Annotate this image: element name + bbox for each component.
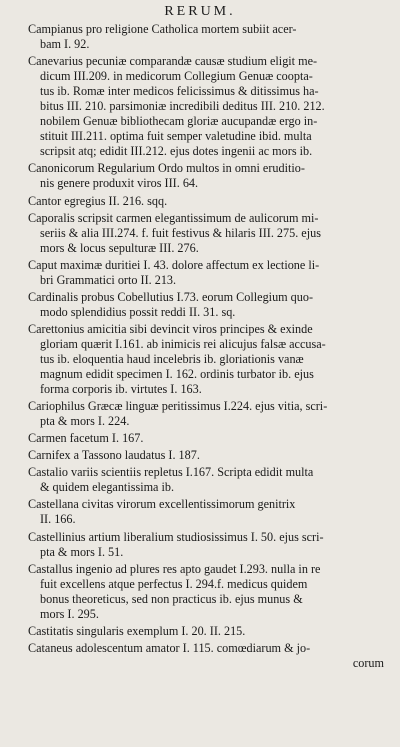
entry-continuation-line: & quidem elegantissima ib. [40, 480, 175, 495]
entry-headword-line: Cariophilus Græcæ linguæ peritissimus I.224. ejus vitia, scri- [28, 399, 328, 414]
catchword: corum [352, 655, 384, 670]
entry-continuation-line: bitus III. 210. parsimoniæ incredibili deditus III. 210. 212. [40, 99, 325, 114]
entry-continuation-line: tus ib. Romæ inter medicos felicissimus & ditissimus ha- [40, 84, 319, 99]
entry-headword-line: Carnifex a Tassono laudatus I. 187. [28, 448, 200, 463]
index-entry [28, 194, 390, 209]
entry-continuation-line: pta & mors I. 51. [40, 544, 124, 559]
entry-continuation-line: scripsit atq; edidit III.212. ejus dotes ingenii ac mors ib. [40, 144, 313, 159]
entry-continuation-line: magnum edidit specimen I. 162. ordinis turbator ib. ejus [40, 367, 314, 382]
index-entry [28, 211, 390, 256]
entry-headword-line: Campianus pro religione Catholica mortem subiit acer- [28, 22, 297, 36]
entry-headword-line: Castellinius artium liberalium studiosissimus I. 50. ejus scri- [28, 529, 324, 544]
entry-headword-line: Castitatis singularis exemplum I. 20. II. 215. [28, 623, 246, 638]
entry-continuation-line: seriis & alia III.274. f. fuit festivus & hilaris III. 275. ejus [40, 225, 321, 240]
entry-continuation-line: mors & locus sepulturæ III. 276. [40, 240, 199, 255]
entry-headword-line: Canonicorum Regularium Ordo multos in omni eruditio- [28, 161, 305, 176]
index-entries [28, 22, 390, 673]
entry-continuation-line: bonus theoreticus, sed non practicus ib. ejus munus & [40, 591, 303, 606]
index-entry [28, 641, 390, 671]
entry-headword-line: Caporalis scripsit carmen elegantissimum de aulicorum mi- [28, 210, 319, 225]
entry-continuation-line: nobilem Genuæ bibliothecam gloriæ aucupandæ ergo in- [40, 114, 318, 129]
entry-continuation-line: gloriam quærit I.161. ab inimicis rei alicujus falsæ accusa- [40, 336, 326, 351]
entry-continuation-line: pta & mors I. 224. [40, 414, 130, 429]
entry-headword-line: Carmen facetum I. 167. [28, 431, 144, 446]
running-head: RERUM. [164, 4, 236, 19]
index-entry [28, 22, 390, 52]
entry-headword-line: Castalio variis scientiis repletus I.167. Scripta edidit multa [28, 465, 314, 480]
entry-continuation-line: modo splendidius possit reddi II. 31. sq. [40, 304, 236, 319]
entry-continuation-line: nis genere produxit viros III. 64. [40, 176, 199, 191]
index-entry [28, 562, 390, 622]
entry-continuation-line: tus ib. eloquentia haud incelebris ib. gloriationis vanæ [40, 351, 304, 366]
entry-headword-line: Castallus ingenio ad plures res apto gaudet I.293. nulla in re [28, 561, 321, 576]
index-entry [28, 258, 390, 288]
index-entry [28, 161, 390, 191]
entry-continuation-line: bam I. 92. [40, 37, 90, 52]
entry-continuation-line: forma corporis ib. virtutes I. 163. [40, 382, 202, 397]
entry-continuation-line: dicum III.209. in medicorum Collegium Genuæ coopta- [40, 69, 313, 84]
index-entry [28, 497, 390, 527]
entry-continuation-line: bri Grammatici orto II. 213. [40, 272, 177, 287]
entry-headword-line: Cataneus adolescentum amator I. 115. comœdiarum & jo- [28, 640, 311, 655]
index-entry [28, 465, 390, 495]
index-entry [28, 624, 390, 639]
index-entry [28, 431, 390, 446]
index-entry [28, 322, 390, 397]
entry-headword-line: Caput maximæ duritiei I. 43. dolore affectum ex lectione li- [28, 257, 320, 272]
entry-continuation-line: mors I. 295. [40, 606, 99, 621]
index-entry [28, 399, 390, 429]
index-entry [28, 54, 390, 159]
entry-headword-line: Cantor egregius II. 216. sqq. [28, 193, 168, 208]
entry-continuation-line: II. 166. [40, 512, 76, 527]
index-entry [28, 290, 390, 320]
entry-headword-line: Castellana civitas virorum excellentissimorum genitrix [28, 497, 296, 512]
index-entry [28, 448, 390, 463]
entry-headword-line: Canevarius pecuniæ comparandæ causæ studium eligit me- [28, 54, 318, 69]
entry-continuation-line: stituit III.211. optima fuit semper valetudine ibid. multa [40, 129, 312, 144]
entry-headword-line: Carettonius amicitia sibi devincit viros principes & exinde [28, 321, 313, 336]
index-entry [28, 530, 390, 560]
entry-continuation-line: fuit excellens atque perfectus I. 294.f. medicus quidem [40, 576, 308, 591]
entry-headword-line: Cardinalis probus Cobellutius I.73. eorum Collegium quo- [28, 289, 314, 304]
